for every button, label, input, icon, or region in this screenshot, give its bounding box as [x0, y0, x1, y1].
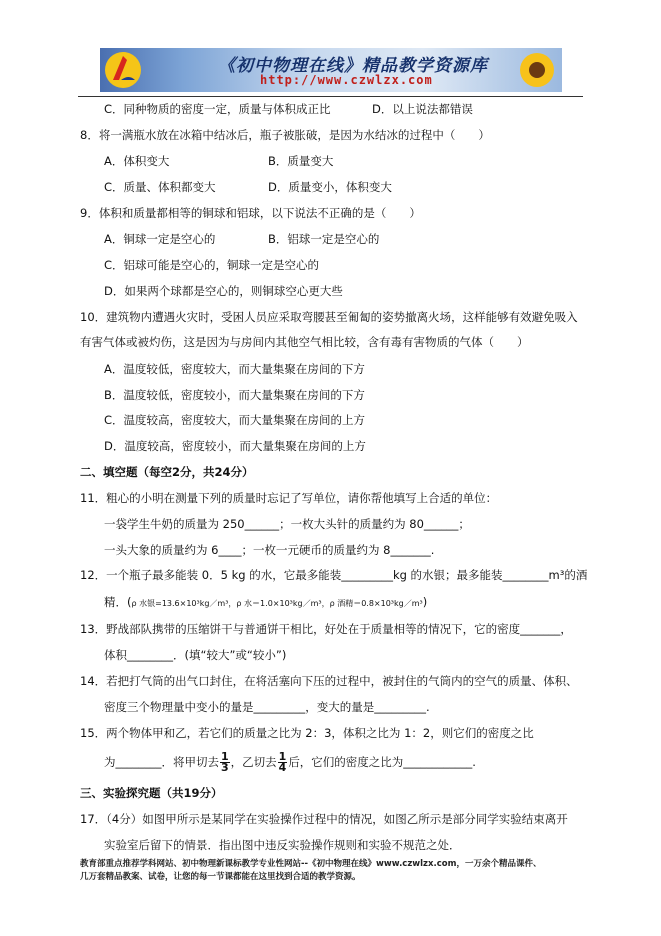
q7-option-d: D．以上说法都错误: [372, 102, 473, 116]
q9-option-d: D．如果两个球都是空心的，则铜球空心更大些: [104, 284, 343, 298]
q9-option-a: A．铜球一定是空心的: [104, 232, 216, 246]
site-logo-icon: [103, 50, 143, 90]
section-3-heading: 三、实验探究题（共19分）: [80, 786, 223, 800]
q8-stem: 8．将一满瓶水放在冰箱中结冰后，瓶子被胀破，是因为水结冰的过程中（ ）: [80, 128, 490, 142]
q15-line2-part2: ，乙切去: [230, 755, 277, 769]
q14-line2: 密度三个物理量中变小的量是_________，变大的量是_________.: [104, 700, 430, 714]
q12-density-note: ρ 水银=13.6×10³kg／m³，ρ 水＝1.0×10³kg／m³，ρ 酒精＝0.8×10³kg／m³: [131, 599, 423, 608]
footer-line1: 教育部重点推荐学科网站、初中物理新课标教学专业性网站--《初中物理在线》www.czwlzx.com，一万余个精品课件、: [80, 859, 542, 869]
q13-line2: 体积________．(填“较大”或“较小”): [104, 648, 287, 662]
q10-option-d: D．温度较高，密度较小，而大量集聚在房间的上方: [104, 439, 366, 453]
q11-line1: 一袋学生牛奶的质量为 250______；一枚大头针的质量约为 80______；: [104, 517, 470, 531]
q12-line2: [104, 594, 427, 612]
header-rule: [78, 96, 583, 97]
q14-line1: 14．若把打气筒的出气口封住，在将活塞向下压的过程中，被封住的气筒内的空气的质量、体积、: [80, 674, 578, 688]
footer-line2: 几万套精品教案、试卷，让您的每一节课都能在这里找到合适的教学资源。: [80, 872, 361, 882]
banner-title: 《初中物理在线》精品教学资源库: [218, 56, 488, 76]
q15-line2-part3: 后，它们的密度之比为____________.: [288, 755, 476, 769]
fraction-one-quarter: $\frac{1}{4}$: [278, 750, 287, 774]
banner-url[interactable]: http://www.czwlzx.com: [260, 73, 433, 87]
header-banner: [100, 48, 562, 92]
q7-option-c: C．同种物质的密度一定，质量与体积成正比: [104, 102, 331, 116]
q15-line2: [104, 752, 476, 773]
q15-line2-part1: 为________．将甲切去: [104, 755, 219, 769]
q8-option-b: B．质量变大: [268, 154, 334, 168]
q11-line2: 一头大象的质量约为 6____；一枚一元硬币的质量约为 8_______.: [104, 543, 435, 557]
q10-stem-line2: 有害气体或被灼伤，这是因为与房间内其他空气相比较，含有毒有害物质的气体（ ）: [80, 335, 529, 349]
q8-option-d: D．质量变小，体积变大: [268, 180, 392, 194]
q12-line2-prefix: 精．(: [104, 595, 132, 609]
q10-option-b: B．温度较低，密度较小，而大量集聚在房间的下方: [104, 388, 365, 402]
q9-option-b: B．铝球一定是空心的: [268, 232, 380, 246]
q11-stem: 11．粗心的小明在测量下列的质量时忘记了写单位，请你帮他填写上合适的单位：: [80, 491, 498, 505]
q13-line1: 13．野战部队携带的压缩饼干与普通饼干相比，好处在于质量相等的情况下，它的密度_______，: [80, 622, 572, 636]
section-2-heading: 二、填空题（每空2分，共24分）: [80, 465, 254, 479]
q9-stem: 9．体积和质量都相等的铜球和铝球，以下说法不正确的是（ ）: [80, 206, 421, 220]
q10-option-c: C．温度较高，密度较大，而大量集聚在房间的上方: [104, 413, 366, 427]
q8-option-c: C．质量、体积都变大: [104, 180, 216, 194]
sunflower-icon: [518, 51, 556, 89]
q10-stem-line1: 10．建筑物内遭遇火灾时，受困人员应采取弯腰甚至匍匐的姿势撤离火场，这样能够有效避免吸入: [80, 310, 578, 324]
fraction-one-third: $\frac{1}{3}$: [221, 750, 229, 774]
q8-option-a: A．体积变大: [104, 154, 170, 168]
q9-option-c: C．铝球可能是空心的，铜球一定是空心的: [104, 258, 320, 272]
q15-line1: 15．两个物体甲和乙，若它们的质量之比为 2：3，体积之比为 1：2，则它们的密度之比: [80, 726, 534, 740]
q12-line1: 12．一个瓶子最多能装 0．5 kg 的水，它最多能装_________kg 的水银；最多能装________m³的酒: [80, 568, 588, 582]
q12-line2-suffix: ): [422, 595, 428, 609]
q17-line2: 实验室后留下的情景．指出图中违反实验操作规则和实验不规范之处．: [104, 838, 461, 852]
q17-line1: 17．（4分）如图甲所示是某同学在实验操作过程中的情况，如图乙所示是部分同学实验结束离开: [80, 812, 568, 826]
q10-option-a: A．温度较低，密度较大，而大量集聚在房间的下方: [104, 362, 365, 376]
